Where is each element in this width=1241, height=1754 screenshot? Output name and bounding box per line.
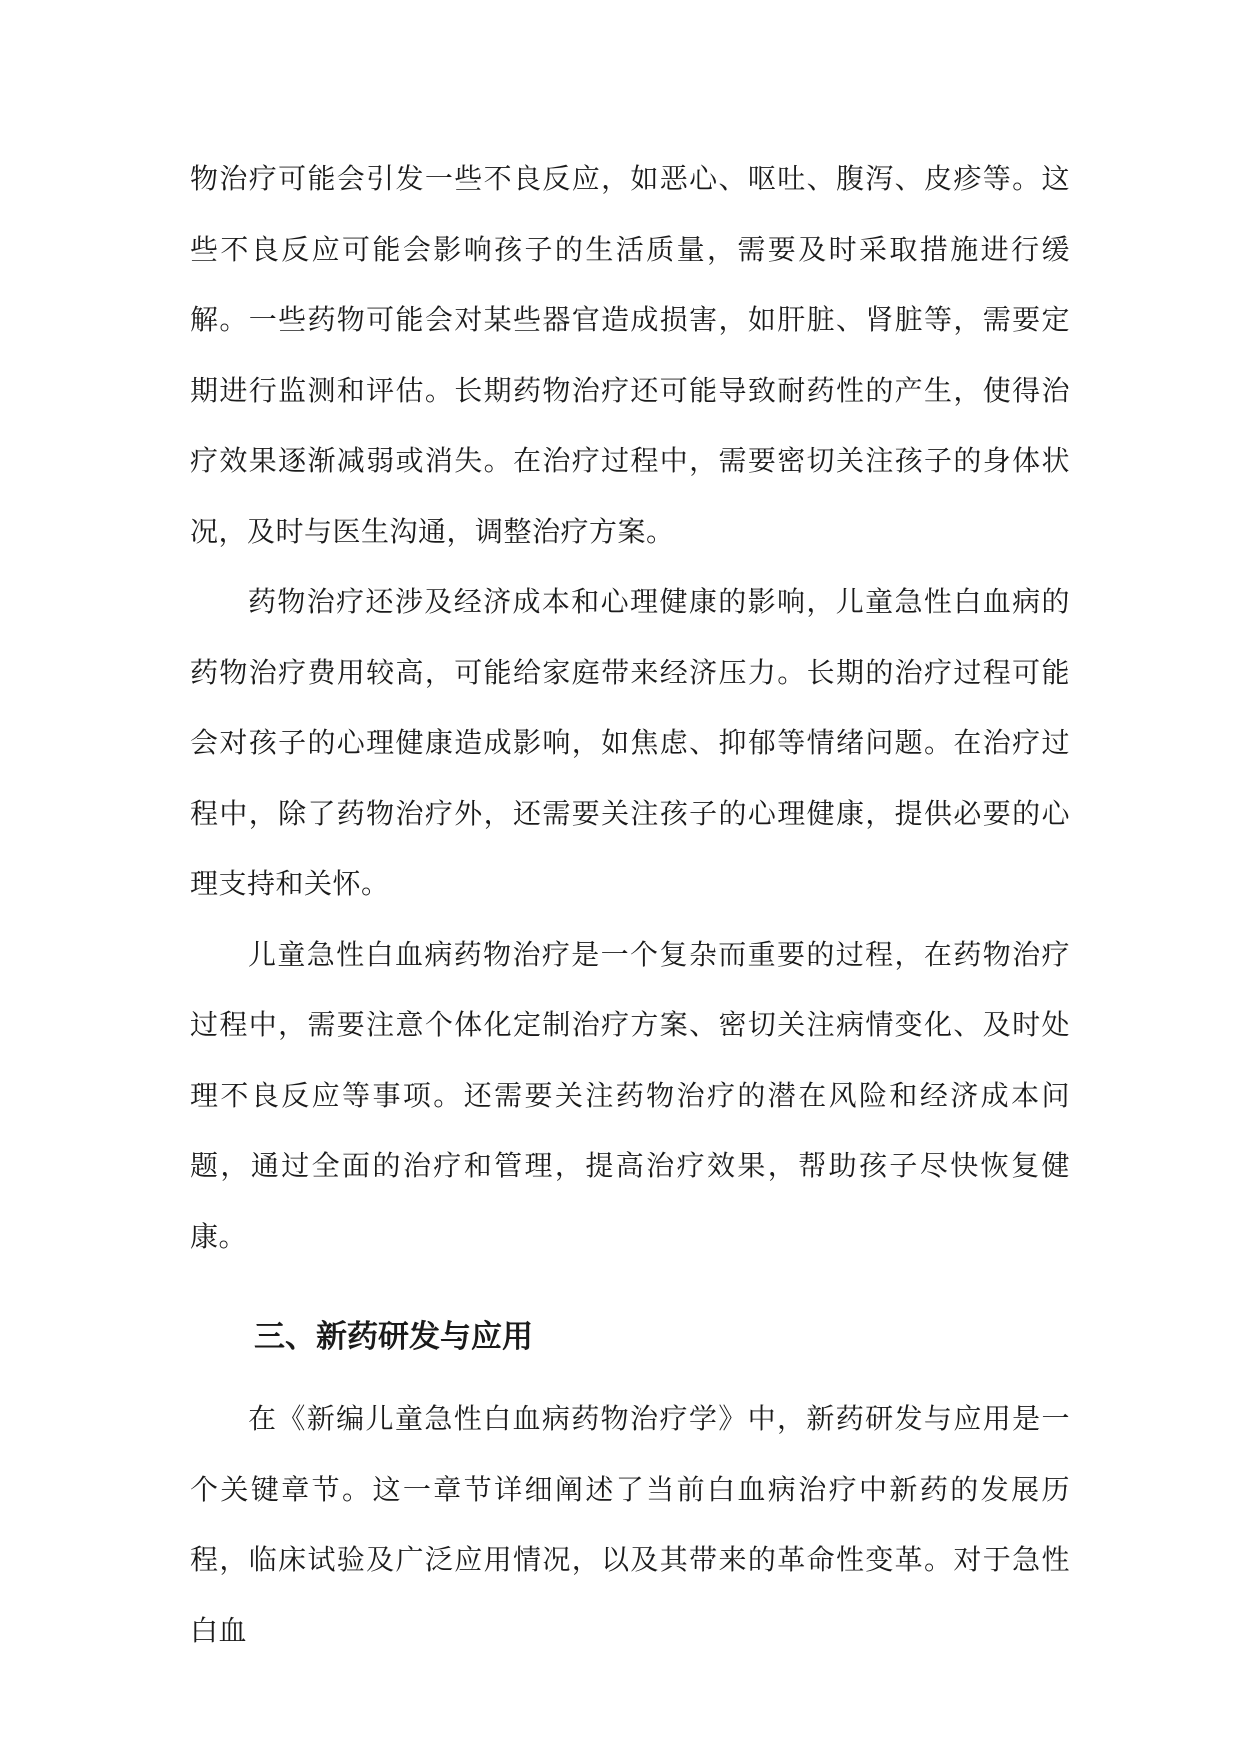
paragraph-adverse-reactions: 物治疗可能会引发一些不良反应，如恶心、呕吐、腹泻、皮疹等。这些不良反应可能会影响孩子的生活质量，需要及时采取措施进行缓解。一些药物可能会对某些器官造成损害，如肝脏、肾脏等，需要定期进行监测和评估。长期药物治疗还可能导致耐药性的产生，使得治疗效果逐渐减弱或消失。在治疗过程中，需要密切关注孩子的身体状况，及时与医生沟通，调整治疗方案。 [190, 162, 1070, 548]
paragraph-new-drug-intro: 在《新编儿童急性白血病药物治疗学》中，新药研发与应用是一个关键章节。这一章节详细阐述了当前白血病治疗中新药的发展历程，临床试验及广泛应用情况，以及其带来的革命性变革。对于急性白血 [190, 1402, 1070, 1647]
section-heading: 三、新药研发与应用 [254, 1319, 533, 1355]
paragraph-summary: 儿童急性白血病药物治疗是一个复杂而重要的过程，在药物治疗过程中，需要注意个体化定制治疗方案、密切关注病情变化、及时处理不良反应等事项。还需要关注药物治疗的潜在风险和经济成本问题，通过全面的治疗和管理，提高治疗效果，帮助孩子尽快恢复健康。 [190, 937, 1070, 1253]
paragraph-cost-and-mental-health: 药物治疗还涉及经济成本和心理健康的影响，儿童急性白血病的药物治疗费用较高，可能给家庭带来经济压力。长期的治疗过程可能会对孩子的心理健康造成影响，如焦虑、抑郁等情绪问题。在治疗过程中，除了药物治疗外，还需要关注孩子的心理健康，提供必要的心理支持和关怀。 [190, 585, 1070, 900]
document-page [190, 144, 1070, 1666]
